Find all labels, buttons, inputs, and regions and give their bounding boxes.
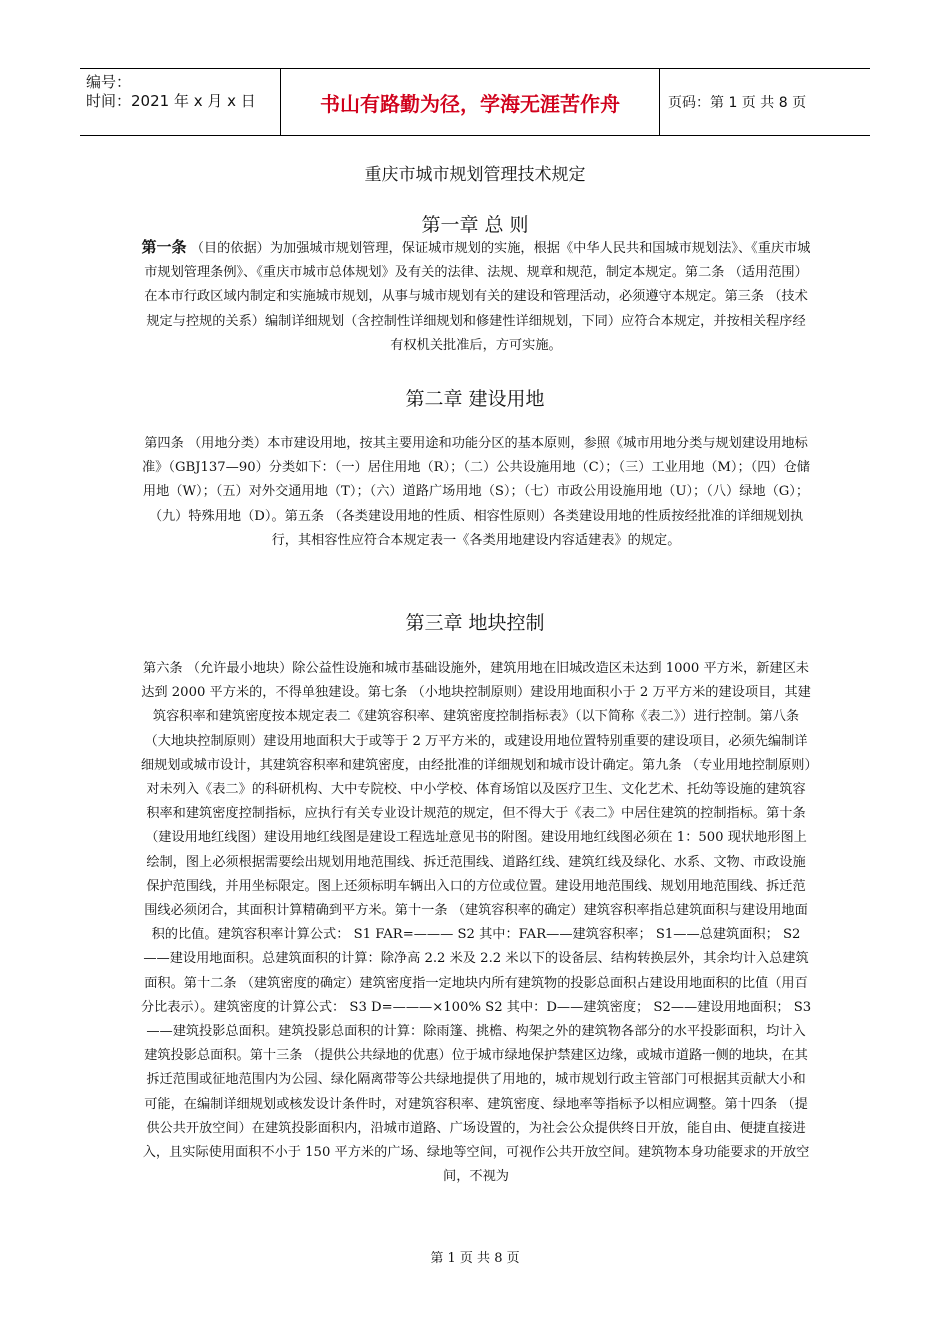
chapter-1-title: 第一章 总 则 [421, 214, 529, 236]
number-label: 编号： [86, 73, 132, 91]
page-footer: 第 1 页 共 8 页 [430, 1251, 520, 1266]
chapter-1-text: （目的依据）为加强城市规划管理，保证城市规划的实施，根据《中华人民共和国城市规划法》、《重庆市城市规划管理条例》、《重庆市城市总体规划》及有关的法律、法规、规章和规范，制定本规定。第二条 （适用范围）在本市行政区域内制定和实施城市规划，从事与城市规划有关的建设和管理活动，必须遵守本规定。第三条 （技术规定与控规的关系）编制详细规划（含控制性详细规划和修建性详细规划，下同）应符合本规定，并按相关程序经有权机关批准后，方可实施。 [144, 241, 811, 353]
page-header [80, 68, 870, 136]
header-page-info: 页码：第 1 页 共 8 页 [668, 95, 807, 111]
chapter-2-body: 第四条 （用地分类）本市建设用地，按其主要用途和功能分区的基本原则，参照《城市用地分类与规划建设用地标准》（GBJ137—90）分类如下：（一）居住用地（R）；（二）公共设施用地（C）；（三）工业用地（M）；（四）仓储用地（W）；（五）对外交通用地（T）；（六）道路广场用地（S）；（七）市政公用设施用地（U）；（八）绿地（G）；（九）特殊用地（D）。第五条 （各类建设用地的性质、相容性原则）各类建设用地的性质按经批准的详细规划执行，其相容性应符合本规定表一《各类用地建设内容适建表》的规定。 [142, 436, 810, 548]
chapter-2-title: 第二章 建设用地 [405, 388, 545, 410]
chapter-3-title: 第三章 地块控制 [405, 612, 545, 634]
header-meta [80, 69, 280, 135]
chapter-1-body [140, 235, 812, 358]
chapter-3-body: 第六条 （允许最小地块）除公益性设施和城市基础设施外，建筑用地在旧城改造区未达到 1000 平方米，新建区未达到 2000 平方米的，不得单独建设。第七条 （小地块控制原则）建设用地面积小于 2 万平方米的建设项目，其建筑容积率和建筑密度按本规定表二《建筑容积率、建筑密度控制指标表》（以下简称《表二》）进行控制。第八条 （大地块控制原则）建设用地面积大于或等于 2 万平方米的，或建设用地位置特别重要的建设项目，必须先编制详细规划或城市设计，其建筑容积率和建筑密度，由经批准的详细规划和城市设计确定。第九条 （专业用地控制原则）对未列入《表二》的科研机构、大中专院校、中小学校、体育场馆以及医疗卫生、文化艺术、托幼等设施的建筑容积率和建筑密度控制指标，应执行有关专业设计规范的规定，但不得大于《表二》中居住建筑的控制指标。第十条 （建设用地红线图）建设用地红线图是建设工程选址意见书的附图。建设用地红线图必须在 1：500 现状地形图上绘制，图上必须根据需要绘出规划用地范围线、拆迁范围线、道路红线、建筑红线及绿化、水系、文物、市政设施保护范围线，并用坐标限定。图上还须标明车辆出入口的方位或位置。建设用地范围线、规划用地范围线、拆迁范围线必须闭合，其面积计算精确到平方米。第十一条 （建筑容积率的确定）建筑容积率指总建筑面积与建设用地面积的比值。建筑容积率计算公式： S1 FAR=——— S2 其中：FAR——建筑容积率； S1——总建筑面积； S2——建设用地面积。总建筑面积的计算：除净高 2.2 米及 2.2 米以下的设备层、结构转换层外，其余均计入总建筑面积。第十二条 （建筑密度的确定）建筑密度指一定地块内所有建筑物的投影总面积占建设用地面积的比值（用百分比表示）。建筑密度的计算公式： S3 D=———×100% S2 其中：D——建筑密度； S2——建设用地面积； S3——建筑投影总面积。建筑投影总面积的计算：除雨篷、挑檐、构架之外的建筑物各部分的水平投影面积，均计入建筑投影总面积。第十三条 （提供公共绿地的优惠）位于城市绿地保护禁建区边缘，或城市道路一侧的地块，在其拆迁范围或征地范围内为公园、绿化隔离带等公共绿地提供了用地的，城市规划行政主管部门可根据其贡献大小和可能，在编制详细规划或核发设计条件时，对建筑容积率、建筑密度、绿地率等指标予以相应调整。第十四条 （提供公共开放空间）在建筑投影面积内，沿城市道路、广场设置的，为社会公众提供终日开放，能自由、便捷直接进入，且实际使用面积不小于 150 平方米的广场、绿地等空间，可视作公共开放空间。建筑物本身功能要求的开放空间，不视为 [140, 661, 812, 1185]
document-title: 重庆市城市规划管理技术规定 [364, 165, 586, 185]
time-label: 时间：2021 年 x 月 x 日 [86, 92, 256, 110]
article-1-lead: 第一条 [141, 238, 187, 256]
header-motto: 书山有路勤为径，学海无涯苦作舟 [280, 69, 660, 135]
